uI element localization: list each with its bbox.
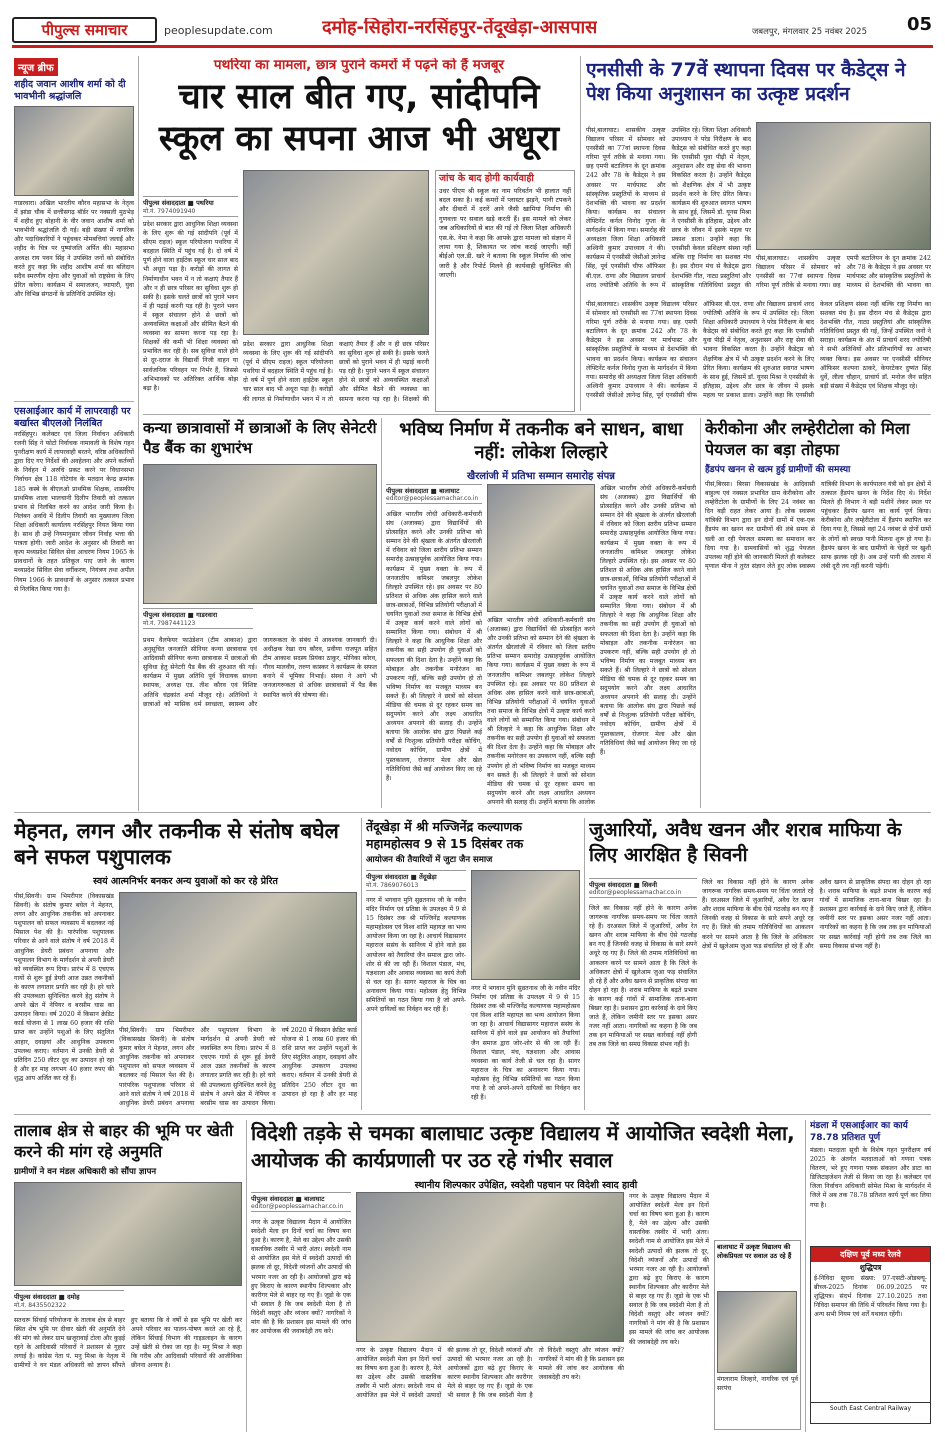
story4-text-left: अखिल भारतीय लोधी अधिकारी-कर्मचारी संघ (अजाक्स) द्वारा विद्यार्थियों की प्रोत्साहित करने और उनकी प्रतिभा को सम्मान देने की श्रृंखला के अंतर्गत खैरलांजी में रविवार को जिला स्तरीय प्रतिभा सम्मान समारोह उत्साहपूर्वक आयोजित किया गया। कार्यक्रम में मुख्य वक्ता के रूप में जनजातीय कमिश्नर जबलपुर लोकेश लिल्हारे उपस्थित रहे। इस अवसर पर 80 प्रतिशत से अधिक अंक हासिल करने वाले छात्र-छात्राओं, विभिन्न प्रतियोगी परीक्षाओं में चयनित युवाओं तथा समाज के विभिन्न क्षेत्रों में उत्कृष्ट कार्य करने वाले लोगों को सम्मानित किया गया। संबोधन में श्री लिल्हारे ने कहा कि आधुनिक शिक्षा और तकनीक का सही उपयोग ही युवाओं को सफलता की दिशा देता है। उन्होंने कहा कि मोबाइल और तकनीक मनोरंजन का उपकरण नहीं, बल्कि सही उपयोग हो तो भविष्य निर्माण का मजबूत माध्यम बन सकते हैं। श्री लिल्हारे ने छात्रों को सोशल मीडिया की चमक से दूर रहकर समय का सदुपयोग करने और लक्ष्य आधारित अध्ययन अपनाने की सलाह दी। उन्होंने बताया कि आलोक संघ द्वारा पिछले कई वर्षों से निःशुल्क प्रतियोगी परीक्षा कोचिंग, नवोदय कोचिंग, ग्रामीण क्षेत्रों में पुस्तकालय, रोजगार मेला और खेल गतिविधियां जैसे कई आयोजन किए जा रहे हैं। — [386, 511, 482, 782]
railway-ad-text: ई-निविदा सूचना संख्या: 97-एसटी-ओडब्ल्यू-ब्रीच्ज-2025 दिनांक 06.09.2025 पर शुद्धिपत्र। संदर्भ दिनांक 27.10.2025 तथा निविदा समापन की तिथि में परिवर्तन किया गया है। अन्य सभी नियम एवं शर्तें यथावत रहेंगी। — [814, 1275, 927, 1319]
mandla-title: मंडला में एसआईआर का कार्य 78.78 प्रतिशत पूर्ण — [810, 1121, 908, 1143]
brief-item1-photo — [14, 106, 134, 196]
railway-ad — [810, 1246, 931, 1424]
story-swadeshi-mela — [251, 1120, 801, 1432]
story7-text-left: नगर में भगवान मुनि सुव्रतनाथ जी के नवीन मंदिर निर्माण एवं प्रतिष्ठा के उपलक्ष्य में 9 से 15 दिसंबर तक श्री मज्जिनेंद्र कल्याणक महामहोत्सव एवं विश्व शांति महायज्ञ का भव्य आयोजन किया जा रहा है। आचार्य विद्यासागर महाराज ससंघ के सानिध्य में होने वाले इस आयोजन को तैयारियां जैन समाज द्वारा जोर-शोर से की जा रही हैं। विशाल पंडाल, मंच, यज्ञशाला और आवास व्यवस्था का कार्य तेजी से चल रहा है। सागर महाराज के चित्र का अनावरण किया गया। महोत्सव हेतु विभिन्न समितियों का गठन किया गया है जो अपने-अपने दायित्वों का निर्वहन कर रही हैं। — [366, 897, 466, 1014]
story1-kicker: पथरिया का मामला, छात्र पुराने कमरों में पढ़ने को हैं मजबूर — [213, 58, 505, 73]
story-talab-farming — [14, 1120, 242, 1432]
story9-text: सतधरू सिंचाई परियोजना के तालाब क्षेत्र से बाहर स्थित शेष भूमि पर दीवार खेती की अनुमति देने की मांग को लेकर ग्राम खजूरावाई टोला और कुड़ई रहने के आदिवासी परिवारों ने प्रशासन से गुहार लगाई है। कांग्रेस नेता पं. मनु मिश्रा के नेतृत्व में ग्रामीणों ने वन मंडल अधिकारी को ज्ञापन सौंपते हुए बताया कि वे वर्षों से इस भूमि पर खेती कर अपने परिवार का पालन-पोषण करते आ रहे हैं, लेकिन सिंचाई विभाग की गाइडलाइन के कारण उन्हें खेती से रोका जा रहा है। मनु मिश्रा ने कहा कि गरीब और आदिवासी परिवारों की आजीविका छीनना अन्याय है। — [14, 1317, 242, 1370]
story8-byline: पीपुल्स संवाददाता ■ सिवनी editor@peoplessamachar.co.in — [589, 878, 697, 898]
story9-sub: ग्रामीणों ने वन मंडल अधिकारी को सौंपा ज्ञापन — [14, 1167, 157, 1177]
story1-box — [435, 170, 575, 412]
story2-text-top: पीसं,बालाघाट। शासकीय उत्कृष्ट विद्यालय परिसर में सोमवार को एनसीसी का 77वां स्थापना दिवस गरिमा पूर्ण तरीके से मनाया गया। छह एमपी बटालियन के दून क्रमांक 242 और 78 के कैडेट्स ने इस अवसर पर मार्चपास्ट और सांस्कृतिक प्रस्तुतियों के माध्यम से देशभक्ति की भावना का प्रदर्शन किया। कार्यक्रम का संचालन लेफ्टिनेंट कर्नल विनोद गुप्ता के मार्गदर्शन में किया गया। समारोह की अध्यक्षता जिला शिक्षा अधिकारी अश्विनी कुमार उपाध्याय ने की। कार्यक्रम में एनसीसी जेसीओ ज्ञानेन्द्र सिंह, पूर्व एनसीसी चीफ ऑफिसर बी.एल. राणा और विद्यालय प्राचार्य शरद ज्योतिषी अतिथि के रूप में उपस्थित रहे। जिला शिक्षा अधिकारी उपाध्याय ने परेड निरीक्षण के बाद कैडेट्स को संबोधित करते हुए कहा कि एनसीसी युवा पीढ़ी में नेतृत्व, अनुशासन और राष्ट्र सेवा की भावना विकसित करता है। उन्होंने कैडेट्स को शैक्षणिक क्षेत्र में भी उत्कृष्ट प्रदर्शन करने के लिए प्रेरित किया। कार्यक्रम की शुरुआत स्वागत भाषण के साथ हुई, जिसमें डॉ. यूनस मिश्रा ने एनसीसी के इतिहास, उद्देश्य और छात्र के जीवन में इसके महत्व पर प्रकाश डाला। उन्होंने कहा कि एनसीसी केवल प्रशिक्षण संस्था नहीं बल्कि राष्ट्र निर्माण का सशक्त मंच है। इस दौरान मंच से कैडेट्स द्वारा देशभक्ति गीत, नाट्य प्रस्तुतियां और सांस्कृतिक गतिविधियां प्रस्तुत की — [586, 127, 751, 289]
memorial-box — [714, 1240, 801, 1430]
story10-mela-photo — [356, 1192, 624, 1342]
story10-headline: विदेशी तड़के से चमका बालाघाट उत्कृष्ट विद्यालय में आयोजित स्वदेशी मेला, आयोजक की कार्यप्रणाली पर उठ रहे गंभीर सवाल — [251, 1121, 795, 1172]
story-ncc-foundation-day — [586, 58, 931, 410]
story-sanitary-pad-bank — [143, 418, 377, 808]
story2-parade-photo — [756, 122, 931, 250]
story10-text-bottom: नगर के उत्कृष्ट विद्यालय मैदान में आयोजित स्वदेशी मेला इन दिनों चर्चा का विषय बना हुआ है। कारण है, मेले का उद्देश्य और उसकी वास्तविक तस्वीर में भारी अंतर। स्वदेशी नाम से आयोजित इस मेले में स्वदेशी उत्पादों की झलक तो दूर, विदेशी व्यंजनों और उत्पादों की भरमार नजर आ रही है। आयोजकों द्वारा बढ़े हुए किराए के कारण स्थानीय शिल्पकार और कारीगर मेले से बाहर रह गए हैं। जूडो के एक भी सवाल है कि जब स्वदेशी मेला है तो विदेशी वस्तुएं और व्यंजन क्यों? नागरिकों ने मांग की है कि प्रशासन इस मामले की जांच कर आयोजक की जवाबदेही तय करे। — [356, 1347, 624, 1400]
story6-headline: मेहनत, लगन और तकनीक से संतोष बघेल बने सफल पशुपालक — [14, 819, 339, 869]
railway-ad-footer: South East Central Railway — [811, 1402, 930, 1414]
story2-text-bottom: पीसं,बालाघाट। शासकीय उत्कृष्ट विद्यालय परिसर में सोमवार को एनसीसी का 77वां स्थापना दिवस गरिमा पूर्ण तरीके से मनाया गया। छह एमपी बटालियन के दून क्रमांक 242 और 78 के कैडेट्स ने इस अवसर पर मार्चपास्ट और सांस्कृतिक प्रस्तुतियों के माध्यम से देशभक्ति की भावना का प्रदर्शन किया। कार्यक्रम का संचालन लेफ्टिनेंट कर्नल विनोद गुप्ता के मार्गदर्शन में किया गया। समारोह की अध्यक्षता जिला शिक्षा अधिकारी अश्विनी कुमार उपाध्याय ने की। कार्यक्रम में एनसीसी जेसीओ ज्ञानेन्द्र सिंह, पूर्व एनसीसी चीफ ऑफिसर बी.एल. राणा और विद्यालय प्राचार्य शरद ज्योतिषी अतिथि के रूप में उपस्थित रहे। जिला शिक्षा अधिकारी उपाध्याय ने परेड निरीक्षण के बाद कैडेट्स को संबोधित करते हुए कहा कि एनसीसी युवा पीढ़ी में नेतृत्व, अनुशासन और राष्ट्र सेवा की भावना विकसित करता है। उन्होंने कैडेट्स को शैक्षणिक क्षेत्र में भी उत्कृष्ट प्रदर्शन करने के लिए प्रेरित किया। कार्यक्रम की शुरुआत स्वागत भाषण के साथ हुई, जिसमें डॉ. यूनस मिश्रा ने एनसीसी के इतिहास, उद्देश्य और छात्र के जीवन में इसके महत्व पर प्रकाश डाला। उन्होंने कहा कि एनसीसी केवल प्रशिक्षण संस्था नहीं बल्कि राष्ट्र निर्माण का सशक्त मंच है। इस दौरान मंच से कैडेट्स द्वारा देशभक्ति गीत, नाट्य प्रस्तुतियां और सांस्कृतिक गतिविधियां प्रस्तुत की गई, जिन्हें उपस्थित जनों ने सराहा। कार्यक्रम के अंत में प्राचार्य शरद ज्योतिषी ने सभी अतिथियों और प्रतिभागियों का आभार व्यक्त किया। इस अवसर पर एनसीसी सीनियर ऑफिसर कल्पना ठाकरे, केयरटेकर दुष्यंत सिंह धुर्वे, लीला चौहान, प्राचार्य डॉ. मनोज जैन सहित बड़ी संख्या में कैडेट्स एवं शिक्षक मौजूद रहे। — [586, 301, 931, 399]
mandla-text: मंडला। मतदाता सूची के विशेष गहन पुनरीक्षण वर्ष 2025 के अंतर्गत मतदाताओं को गणना पत्रक वितरण, भरे हुए गणना पत्रक संकलन और डाटा का डिजिटाइजेशन तेजी से किया जा रहा है। कलेक्टर एवं जिला निर्वाचन अधिकारी सोमेश मिश्रा के मार्गदर्शन में जिले में अब तक 78.78 प्रतिशत कार्य पूर्ण कर लिया गया है। — [810, 1147, 931, 1209]
sidebar-mandla-sir — [810, 1120, 931, 1432]
story6-text-bottom: पीसं,सिवनी। ग्राम भिमरीपार (विकासखंड सिवनी) के संतोष कुमार बघेल ने मेहनत, लगन और आधुनिक तकनीक को अपनाकर पशुपालन को सफल व्यवसाय में बदलकर नई मिसाल पेश की है। पारंपरिक पशुपालक परिवार से आने वाले संतोष ने वर्ष 2018 में आधुनिक डेयरी प्रबंधन अपनाया और पशुपालन विभाग के मार्गदर्शन से अपनी डेयरी को व्यवस्थित रूप दिया। प्रारंभ में 8 एचएफ गायों से शुरू हुई डेयरी आज उन्नत तकनीकों के कारण लगातार प्रगति कर रही है। हरे चारे की उपलब्धता सुनिश्चित करने हेतु संतोष ने अपने खेत में नेपियर व बरसीम घास का उत्पादन किया। वर्ष 2020 में किसान क्रेडिट कार्ड योजना से 1 लाख 60 हजार की राशि प्राप्त कर उन्होंने पशुओं के लिए संतुलित आहार, दवाइयां और आधुनिक उपकरण उपलब्ध कराए। वर्तमान में उनकी डेयरी से प्रतिदिन 250 लीटर दूध का उत्पादन हो रहा है और हर माह — [119, 1027, 357, 1107]
story8-text-left: जिले का विकास नहीं होने के कारण अनेक जागरूक नागरिक समय-समय पर चिंता जताते रहे हैं। दरअसल जिले में जुआरियों, अवैध रेत खनन और शराब माफिया के बीच ऐसे गठजोड़ बन गए हैं जिनकी वजह से विकास के सारे सपने अधूरे रह गए हैं। जिले की तमाम गतिविधियों का आकलन करने पर सामने आता है कि जिले के अधिकतर क्षेत्रों में खुलेआम जुआ फड़ संचालित हो रहे हैं और अवैध खनन से प्राकृतिक संपदा का दोहन हो रहा है। शराब माफिया के बढ़ते प्रभाव के कारण कई गांवों में सामाजिक ताना-बाना बिखर रहा है। प्रशासन द्वारा कार्रवाई के दावे किए जाते हैं, लेकिन जमीनी स्तर पर इसका असर नजर नहीं आता। नागरिकों का कहना है कि जब तक इन माफियाओं पर सख्त कार्रवाई नहीं होगी तब तक जिले का समग्र विकास संभव नहीं है। — [589, 905, 697, 1049]
brief-label: न्यूज ब्रीफ — [14, 58, 58, 76]
story5-text: पीसं,बिरसा। बिरसा विकासखंड के आदिवासी बाहुल्य एवं नक्सल प्रभावित ग्राम केरीकोना और लम्हेरीटोला के ग्रामीणों के लिए 24 नवंबर का दिन बड़ी राहत लेकर आया है। लोक स्वास्थ्य यांत्रिकी विभाग द्वारा इन दोनों ग्रामों में एक-एक हैंडपंप का खनन कर ग्रामीणों की लंबे समय से चली आ रही पेयजल समस्या का समाधान कर दिया गया है। ग्रामवासियों को शुद्ध पेयजल उपलब्ध नहीं होने की जानकारी मिलते ही कलेक्टर मृणाल मीना ने तुरंत संज्ञान लेते हुए लोक स्वास्थ्य यांत्रिकी विभाग के कार्यपालन यंत्री को इन क्षेत्रों में तत्काल हैंडपंप खनन के निर्देश दिए थे। निर्देश मिलते ही विभाग ने बड़ी मशीनें लेकर स्थल पर पहुंचकर हैंडपंप खनन का कार्य पूर्ण किया। केरीकोना और लम्हेरीटोला में हैंडपंप स्थापित कर दिया गया है, जिससे वहां 24 नवंबर से दोनों ग्रामों के लोगों को स्वच्छ पानी मिलना शुरू हो गया है। हैंडपंप खनन के बाद ग्रामीणों के चेहरों पर खुशी साफ झलक रही है। अब उन्हें पानी की तलाश में लंबी दूरी तय नहीं करनी पड़ेगी। — [705, 481, 931, 570]
story7-byline: पीपुल्स संवाददाता ■ तेंदूखेड़ा मो.नं. 7869076013 — [366, 870, 466, 891]
story10-sub: स्थानीय शिल्पकार उपेक्षित, स्वदेशी पहचान पर विदेशी स्वाद हावी — [414, 1180, 638, 1191]
news-brief-column — [14, 56, 134, 811]
story2-text-mid: पीसं,बालाघाट। शासकीय उत्कृष्ट विद्यालय परिसर में सोमवार को एनसीसी का 77वां स्थापना दिवस गरिमा पूर्ण तरीके से मनाया गया। छह एमपी बटालियन के दून क्रमांक 242 और 78 के कैडेट्स ने इस अवसर पर मार्चपास्ट और सांस्कृतिक प्रस्तुतियों के माध्यम से देशभक्ति की भावना का — [756, 255, 931, 290]
story9-headline: तालाब क्षेत्र से बाहर की भूमि पर खेती करने की मांग रहे अनुमति — [14, 1121, 234, 1161]
brief-item2-text: नरसिंहपुर। कलेक्टर एवं जिला निर्वाचन अधिकारी रजनी सिंह ने फोटो निर्वाचक नामावली के विशेष गहन पुनरीक्षण कार्य में लापरवाही बरतने, वरिष्ठ अधिकारियों द्वारा दिए गए निर्देशों की अवहेलना और अपने कर्तव्यों के निर्वहन में अरुचि प्रकट करने पर विधानसभा निर्वाचन क्षेत्र 118 गोटेगांव के मतदान केन्द्र क्रमांक 185 कस्बे के बीएलओ प्राथमिक शिक्षक, शासकीय प्राथमिक शाला भालचानी दिलीप तिवारी को तत्काल प्रभाव से निलंबित करने का आदेश जारी किया है। निलंबन अवधि में दिलीप तिवारी का मुख्यालय जिला शिक्षा अधिकारी कार्यालय नरसिंहपुर नियत किया गया है। साथ ही उन्हें नियमानुसार जीवन निर्वाह भत्ता की पात्रता होगी। जारी आदेश के अनुसार श्री तिवारी का कृत्य मध्यप्रदेश सिविल सेवा आचरण नियम 1965 के प्रावधानों के तहत प्रतिकूल पाए जाने के कारण मध्यप्रदेश सिविल सेवा वर्गीकरण, नियंत्रण तथा अपील नियम 1966 के प्रावधानों के अनुसार तत्काल प्रभाव से निलंबित किया गया है। — [14, 431, 134, 593]
story8-headline: जुआरियों, अवैध खनन और शराब माफिया के लिए आरक्षित है सिवनी — [589, 819, 902, 866]
story7-pandal-photo — [471, 870, 580, 980]
story7-sub: आयोजन की तैयारियों में जुटा जैन समाज — [366, 855, 493, 865]
story6-text-left: पीसं,सिवनी। ग्राम भिमरीपार (विकासखंड सिवनी) के संतोष कुमार बघेल ने मेहनत, लगन और आधुनिक तकनीक को अपनाकर पशुपालन को सफल व्यवसाय में बदलकर नई मिसाल पेश की है। पारंपरिक पशुपालक परिवार से आने वाले संतोष ने वर्ष 2018 में आधुनिक डेयरी प्रबंधन अपनाया और पशुपालन विभाग के मार्गदर्शन से अपनी डेयरी को व्यवस्थित रूप दिया। प्रारंभ में 8 एचएफ गायों से शुरू हुई डेयरी आज उन्नत तकनीकों के कारण लगातार प्रगति कर रही है। हरे चारे की उपलब्धता सुनिश्चित करने हेतु संतोष ने अपने खेत में नेपियर व बरसीम घास का उत्पादन किया। वर्ष 2020 में किसान क्रेडिट कार्ड योजना से 1 लाख 60 हजार की राशि प्राप्त कर उन्होंने पशुओं के लिए संतुलित आहार, दवाइयां और आधुनिक उपकरण उपलब्ध कराए। वर्तमान में उनकी डेयरी से प्रतिदिन 250 लीटर दूध का उत्पादन हो रहा है और हर माह लगभग 40 हजार रुपए की शुद्ध आय अर्जित कर रहे हैं। — [14, 893, 114, 1082]
page-number: 05 — [907, 15, 933, 35]
story1-box-title: जांच के बाद होगी कार्यवाही — [439, 173, 534, 184]
story1-headline: चार साल बीत गए, सांदीपनि स्कूल का सपना आज भी अधूरा — [158, 77, 560, 160]
story9-memorandum-photo — [14, 1182, 242, 1286]
memorial-text: मंगलाराम लिल्हारे, नागरिक एवं पूर्व सरपंच — [717, 1376, 798, 1393]
brief-item1-text: गाडरवारा। अखिल भारतीय कौरव महासभा के नेतृत्व में झांडा चौक में छत्तीसगढ़ बॉर्डर पर नक्सली मुठभेड़ में शहीद हुए बोहानी के वीर जवान आशीष शर्मा को भावभीनी श्रद्धांजलि दी गई। बड़ी संख्या में नागरिक और पदाधिकारियों ने पहुंचकर मोमबत्तियां जलाईं और शहीद के चित्र पर पुष्पांजलि अर्पित की। महासभा अध्यक्ष राय पवन सिंह ने उपस्थित जनों को संबोधित करते हुए कहा कि शहीद आशीष शर्मा का बलिदान सदैव स्मरणीय रहेगा और युवाओं को राष्ट्रसेवा के लिए प्रेरित करेगा। कार्यक्रम में समाजजन, व्यापारी, युवा और विभिन्न संगठनों के प्रतिनिधि उपस्थित रहे। — [14, 200, 134, 298]
story10-byline: पीपुल्स संवाददाता ■ बालाघाट editor@peoplessamachar.co.in — [251, 1192, 351, 1212]
memorial-portrait — [717, 1291, 797, 1373]
story1-text-left: प्रदेश सरकार द्वारा आधुनिक शिक्षा व्यवस्था के लिए शुरू की गई सांदीपनि (पूर्व में सीएम राइज) स्कूल परियोजना पथरिया में बदहाल स्थिति में पहुंच गई है। दो वर्ष में पूर्ण होने वाला हाईटेक स्कूल चार साल बाद भी अधूरा पड़ा है। करोड़ों की लागत से निर्माणाधीन भवन में न तो कक्षाएं तैयार हैं और न ही छात्र परिसर का सुविधा शुरू हो सकी है। इसके चलते छात्रों को पुराने भवन में ही पढ़ाई करनी पड़ रही है। पुराने भवन में स्कूल संचालन होने से छात्रों को अव्यवस्थित कक्षाओं और सीमित बैठने की व्यवस्था का सामना करना पड़ रहा है। शिक्षकों की कमी भी शिक्षा व्यवस्था को प्रभावित कर रही है। सब सुविधा वाले होने से दूर-दराज के विद्यार्थी निजी वाहन या सार्वजनिक परिवहन पर निर्भर हैं, जिससे अभिभावकों पर अतिरिक्त आर्थिक बोझ बढ़ा है। — [143, 221, 238, 392]
story5-headline: केरीकोना और लम्हेरीटोला को मिला पेयजल का बड़ा तोहफा — [705, 419, 910, 459]
story2-headline: एनसीसी के 77वें स्थापना दिवस पर कैडेट्स ने पेश किया अनुशासन का उत्कृष्ट प्रदर्शन — [586, 59, 906, 105]
story4-byline: पीपुल्स संवाददाता ■ बालाघाट editor@peoplessamachar.co.in — [386, 484, 482, 504]
section-title: दमोह-सिहोरा-नरसिंहपुर-तेंदूखेड़ा-आसपास — [322, 18, 598, 38]
story7-text-right: नगर में भगवान मुनि सुव्रतनाथ जी के नवीन मंदिर निर्माण एवं प्रतिष्ठा के उपलक्ष्य में 9 से 15 दिसंबर तक श्री मज्जिनेंद्र कल्याणक महामहोत्सव एवं विश्व शांति महायज्ञ का भव्य आयोजन किया जा रहा है। आचार्य विद्यासागर महाराज ससंघ के सानिध्य में होने वाले इस आयोजन को तैयारियां जैन समाज द्वारा जोर-शोर से की जा रही हैं। विशाल पंडाल, मंच, यज्ञशाला और आवास व्यवस्था का कार्य तेजी से चल रहा है। सागर महाराज के चित्र का अनावरण किया गया। महोत्सव हेतु विभिन्न समितियों का गठन किया गया है जो अपने-अपने दायित्वों का निर्वहन कर रही हैं। — [471, 985, 580, 1102]
story1-box-text: उधर पीएम श्री स्कूल का नाम परिवर्तन भी हालात नहीं बदल सका है। कई कमरों में प्लास्टर झड़ने, पानी टपकने और दीवारों में दरारें आने जैसी खामियां निर्माण की गुणवत्ता पर सवाल खड़े करती हैं। इस मामले को लेकर जब अधिकारियों से बात की गई तो जिला शिक्षा अधिकारी एस.के. नेमा ने कहा कि आपके द्वारा मामला को संज्ञान में लाया गया है, शिकायत पर जांच कराई जाएगी। वहीं बीईओ एल.डी. खरे ने बताया कि स्कूल निर्माण की जांच जारी है और रिपोर्ट मिलने ही कार्यवाही सुनिश्चित की जाएगी। — [439, 186, 571, 280]
story5-sub: हैंडपंप खनन से खत्म हुई ग्रामीणों की समस्या — [705, 465, 851, 475]
brief-item2-title: एसआईआर कार्य में लापरवाही पर बर्खास्त बीएलओ निलंबित — [14, 406, 131, 429]
story6-sub: स्वयं आत्मनिर्भर बनकर अन्य युवाओं को कर रहे प्रेरित — [93, 876, 278, 887]
story10-text-right: नगर के उत्कृष्ट विद्यालय मैदान में आयोजित स्वदेशी मेला इन दिनों चर्चा का विषय बना हुआ है। कारण है, मेले का उद्देश्य और उसकी वास्तविक तस्वीर में भारी अंतर। स्वदेशी नाम से आयोजित इस मेले में स्वदेशी उत्पादों की झलक तो दूर, विदेशी व्यंजनों और उत्पादों की भरमार नजर आ रही है। आयोजकों द्वारा बढ़े हुए किराए के कारण स्थानीय शिल्पकार और कारीगर मेले से बाहर रह गए हैं। जूडो के एक भी सवाल है कि जब स्वदेशी मेला है तो विदेशी वस्तुएं और व्यंजन क्यों? नागरिकों ने मांग की है कि प्रशासन इस मामले की जांच कर आयोजक की जवाबदेही तय करे। — [629, 1193, 709, 1346]
story10-text-left: नगर के उत्कृष्ट विद्यालय मैदान में आयोजित स्वदेशी मेला इन दिनों चर्चा का विषय बना हुआ है। कारण है, मेले का उद्देश्य और उसकी वास्तविक तस्वीर में भारी अंतर। स्वदेशी नाम से आयोजित इस मेले में स्वदेशी उत्पादों की झलक तो दूर, विदेशी व्यंजनों और उत्पादों की भरमार नजर आ रही है। आयोजकों द्वारा बढ़े हुए किराए के कारण स्थानीय शिल्पकार और कारीगर मेले से बाहर रह गए हैं। जूडो के एक भी सवाल है कि जब स्वदेशी मेला है तो विदेशी वस्तुएं और व्यंजन क्यों? नागरिकों ने मांग की है कि प्रशासन इस मामले की जांच कर आयोजक की जवाबदेही तय करे। — [251, 1219, 351, 1336]
newspaper-logo: पीपुल्स समाचार — [12, 17, 157, 43]
story4-text-right: अखिल भारतीय लोधी अधिकारी-कर्मचारी संघ (अजाक्स) द्वारा विद्यार्थियों की प्रोत्साहित करने और उनकी प्रतिभा को सम्मान देने की श्रृंखला के अंतर्गत खैरलांजी में रविवार को जिला स्तरीय प्रतिभा सम्मान समारोह उत्साहपूर्वक आयोजित किया गया। कार्यक्रम में मुख्य वक्ता के रूप में जनजातीय कमिश्नर जबलपुर लोकेश लिल्हारे उपस्थित रहे। इस अवसर पर 80 प्रतिशत से अधिक अंक हासिल करने वाले छात्र-छात्राओं, विभिन्न प्रतियोगी परीक्षाओं में चयनित युवाओं तथा समाज के विभिन्न क्षेत्रों में उत्कृष्ट कार्य करने वाले लोगों को सम्मानित किया गया। संबोधन में श्री लिल्हारे ने कहा कि आधुनिक शिक्षा और तकनीक का सही उपयोग ही युवाओं को सफलता की दिशा देता है। उन्होंने कहा कि मोबाइल और तकनीक मनोरंजन का उपकरण नहीं, बल्कि सही उपयोग हो तो भविष्य निर्माण का मजबूत माध्यम बन सकते हैं। श्री लिल्हारे ने छात्रों को सोशल मीडिया की चमक से दूर रहकर समय का सदुपयोग करने और लक्ष्य आधारित अध्ययन अपनाने की सलाह दी। उन्होंने बताया कि आलोक संघ द्वारा पिछले कई वर्षों से निःशुल्क प्रतियोगी परीक्षा कोचिंग, नवोदय कोचिंग, ग्रामीण क्षेत्रों में पुस्तकालय, रोजगार मेला और खेल गतिविधियां जैसे कई आयोजन किए जा रहे हैं। — [600, 485, 696, 756]
website-url[interactable]: peoplesupdate.com — [164, 24, 273, 37]
story-seoni-mafia — [589, 818, 931, 1110]
story-lokesh-lilhare — [386, 418, 696, 808]
story4-text-mid: अखिल भारतीय लोधी अधिकारी-कर्मचारी संघ (अजाक्स) द्वारा विद्यार्थियों की प्रोत्साहित करने और उनकी प्रतिभा को सम्मान देने की श्रृंखला के अंतर्गत खैरलांजी में रविवार को जिला स्तरीय प्रतिभा सम्मान समारोह उत्साहपूर्वक आयोजित किया गया। कार्यक्रम में मुख्य वक्ता के रूप में जनजातीय कमिश्नर जबलपुर लोकेश लिल्हारे उपस्थित रहे। इस अवसर पर 80 प्रतिशत से अधिक अंक हासिल करने वाले छात्र-छात्राओं, विभिन्न प्रतियोगी परीक्षाओं में चयनित युवाओं तथा समाज के विभिन्न क्षेत्रों में उत्कृष्ट कार्य करने वाले लोगों को सम्मानित किया गया। संबोधन में श्री लिल्हारे ने कहा कि आधुनिक शिक्षा और तकनीक का सही उपयोग ही युवाओं को सफलता की दिशा देता है। उन्होंने कहा कि मोबाइल और तकनीक मनोरंजन का उपकरण नहीं, बल्कि सही उपयोग हो तो भविष्य निर्माण का मजबूत माध्यम बन सकते हैं। श्री लिल्हारे ने छात्रों को सोशल मीडिया की चमक से दूर रहकर समय का सदुपयोग करने और लक्ष्य आधारित अध्ययन अपनाने की सलाह दी। उन्होंने बताया कि आलोक — [487, 617, 595, 806]
story1-byline: पीपुल्स संवाददाता ■ पथरिया मो.नं. 7974091940 — [143, 196, 238, 217]
brief-item1-title: शहीद जवान आशीष शर्मा को दी भावभीनी श्रद्धांजलि — [14, 79, 126, 102]
story4-headline: भविष्य निर्माण में तकनीक बने साधन, बाधा नहीं: लोकेश लिल्हारे — [399, 419, 683, 463]
dateline: जबलपुर, मंगलवार 25 नवंबर 2025 — [752, 27, 867, 37]
story3-headline: कन्या छात्रावासों में छात्राओं के लिए सेनेटरी पैड बैंक का शुभारंभ — [143, 419, 377, 457]
memorial-title: बालाघाट में उत्कृष्ट विद्यालय की लोकप्रियता पर सवाल उठ रहे हैं — [717, 1243, 792, 1260]
story3-text: प्रथम वैलफेयर फाउंडेशन (टीम आकाश) द्वारा अनुसूचित जनजाति सीनियर कन्या छात्रावास एवं आदिवासी सीनियर कन्या छात्रावास में छात्राओं की सुविधा हेतु सेनेटरी पैड बैंक की शुरुआत की गई। कार्यक्रम में मुख्य अतिथि पूर्व विधायक साधना स्थापक, अध्यक्ष एड. तीश कौरव एवं विशिष्ट अतिथि चंद्रकांत शर्मा मौजूद रहे। अतिथियों ने छात्राओं को मासिक धर्म स्वच्छता, स्वास्थ्य और जागरूकता के संबंध में आवश्यक जानकारी दी। अधीक्षक रेखा राय कौरव, प्रवीणा राजपूत सहित टीम आकाश सदस्य प्रियंका ठाकुर, मोनिका कोरव, गौरव मालवीय, तरुण कास्कर ने कार्यक्रम के सफल बनाने में भूमिका निभाई। संस्था ने आगे भी जनजागरूकता से अधिक छात्रावासों में पैड बैंक स्थापित करने की घोषणा की। — [143, 637, 377, 708]
story6-dairy-photo — [119, 892, 357, 1022]
story-kerikona-water — [705, 418, 931, 808]
story8-text-right: जिले का विकास नहीं होने के कारण अनेक जागरूक नागरिक समय-समय पर चिंता जताते रहे हैं। दरअसल जिले में जुआरियों, अवैध रेत खनन और शराब माफिया के बीच ऐसे गठजोड़ बन गए हैं जिनकी वजह से विकास के सारे सपने अधूरे रह गए हैं। जिले की तमाम गतिविधियों का आकलन करने पर सामने आता है कि जिले के अधिकतर क्षेत्रों में खुलेआम जुआ फड़ संचालित हो रहे हैं और अवैध खनन से प्राकृतिक संपदा का दोहन हो रहा है। शराब माफिया के बढ़ते प्रभाव के कारण कई गांवों में सामाजिक ताना-बाना बिखर रहा है। प्रशासन द्वारा कार्रवाई के दावे किए जाते हैं, लेकिन जमीनी स्तर पर इसका असर नजर नहीं आता। नागरिकों का कहना है कि जब तक इन माफियाओं पर सख्त कार्रवाई नहीं होगी तब तक जिले का समग्र विकास संभव नहीं है। — [702, 879, 931, 950]
story3-byline: पीपुल्स संवाददाता ■ गाडरवारा मो.नं. 7987441123 — [143, 608, 253, 629]
story-sandipani-school — [143, 58, 575, 414]
story3-group-photo — [143, 464, 377, 604]
story1-school-photo — [243, 170, 429, 335]
story4-sub: खैरलांजी में प्रतिभा सम्मान समारोह संपन्न — [467, 471, 615, 482]
story1-text-bottom: प्रदेश सरकार द्वारा आधुनिक शिक्षा व्यवस्था के लिए शुरू की गई सांदीपनि (पूर्व में सीएम राइज) स्कूल परियोजना पथरिया में बदहाल स्थिति में पहुंच गई है। दो वर्ष में पूर्ण होने वाला हाईटेक स्कूल चार साल बाद भी अधूरा पड़ा है। करोड़ों की लागत से निर्माणाधीन भवन में न तो कक्षाएं तैयार हैं और न ही छात्र परिसर का सुविधा शुरू हो सकी है। इसके चलते छात्रों को पुराने भवन में ही पढ़ाई करनी पड़ रही है। पुराने भवन में स्कूल संचालन होने से छात्रों को अव्यवस्थित कक्षाओं और सीमित बैठने की व्यवस्था का सामना करना पड़ रहा है। शिक्षकों की — [243, 341, 429, 403]
masthead — [12, 14, 933, 48]
story4-award-photo — [487, 484, 595, 612]
story-santosh-baghel — [14, 818, 357, 1110]
railway-ad-sub: शुद्धिपत्र — [859, 1263, 882, 1272]
railway-ad-title: दक्षिण पूर्व मध्य रेलवे — [811, 1247, 930, 1262]
story9-byline: पीपुल्स संवाददाता ■ दमोह मो.नं. 8435502322 — [14, 1290, 124, 1311]
story-tendukheda-mahotsav — [366, 818, 580, 1110]
story7-headline: तेंदूखेड़ा में श्री मज्जिनेंद्र कल्याणक महामहोत्सव 9 से 15 दिसंबर तक — [366, 819, 524, 851]
